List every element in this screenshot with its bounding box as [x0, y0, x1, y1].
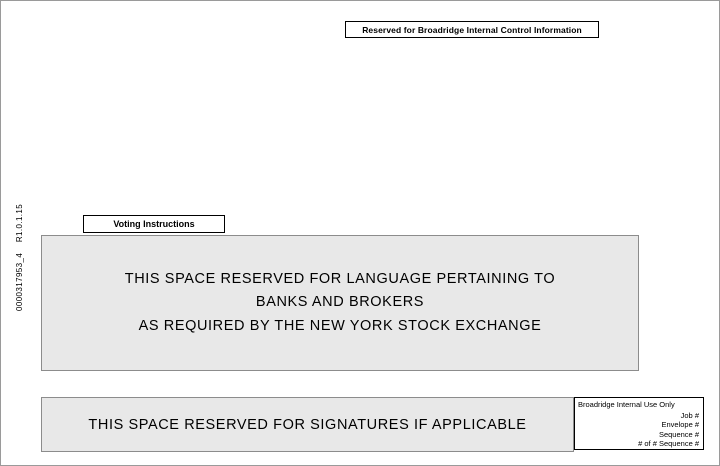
- internal-use-field-envelope: Envelope #: [661, 420, 699, 430]
- reserved-language-line-1: THIS SPACE RESERVED FOR LANGUAGE PERTAINING TO: [124, 271, 556, 288]
- voting-instructions-label-box: [83, 215, 225, 233]
- broadridge-internal-use-box: [574, 397, 704, 450]
- internal-use-title: Broadridge Internal Use Only: [578, 400, 675, 409]
- side-revision: R1.0.1.15: [15, 203, 24, 243]
- control-bar-label: Reserved for Broadridge Internal Control Information: [362, 24, 582, 35]
- reserved-language-block: [41, 235, 639, 371]
- internal-use-field-sequence: Sequence #: [658, 429, 699, 439]
- internal-use-field-job: Job #: [680, 411, 699, 420]
- reserved-language-line-3: AS REQUIRED BY THE NEW YORK STOCK EXCHANGE: [138, 317, 542, 334]
- signature-reserved-text: THIS SPACE RESERVED FOR SIGNATURES IF APPLICABLE: [88, 416, 527, 433]
- side-job-number: 0000317953_4: [15, 252, 24, 311]
- internal-use-field-of-sequence: # of # Sequence #: [638, 439, 699, 449]
- signature-reserved-block: [41, 397, 574, 452]
- side-job-code: [15, 204, 24, 311]
- internal-use-fields: [578, 411, 699, 449]
- voting-instructions-label: Voting Instructions: [113, 219, 195, 229]
- reserved-language-line-2: BANKS AND BROKERS: [255, 294, 425, 311]
- broadridge-control-bar: [345, 21, 599, 38]
